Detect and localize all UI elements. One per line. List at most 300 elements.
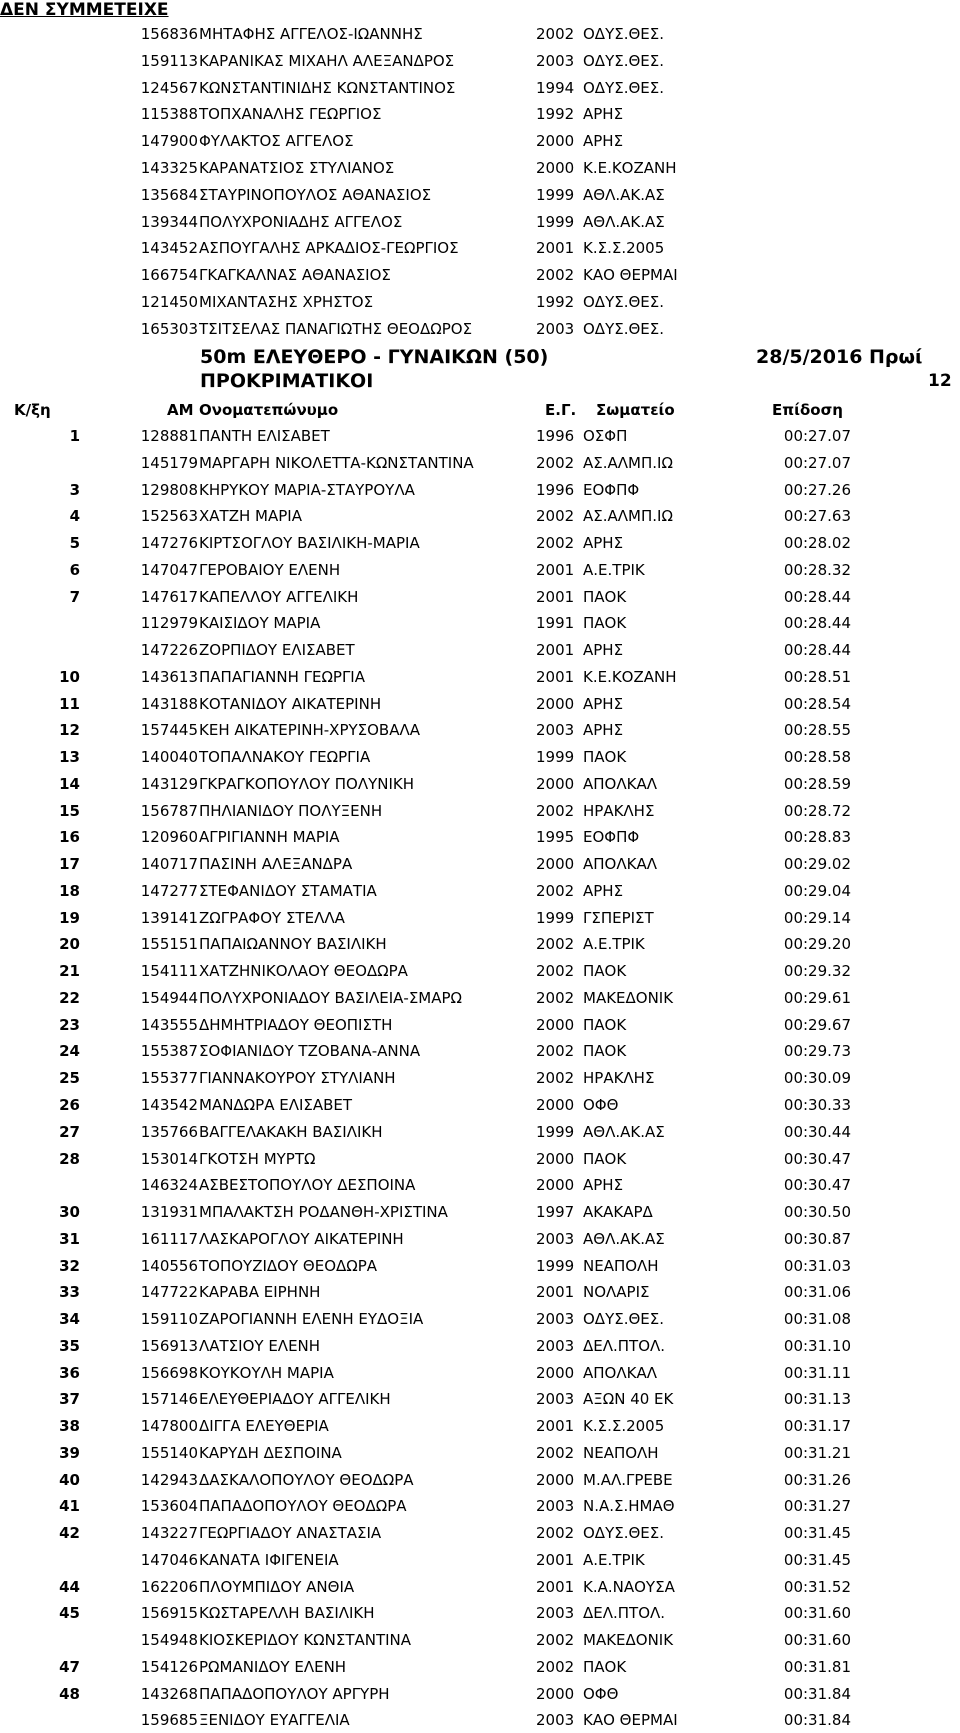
- athlete-name: ΚΕΗ ΑΙΚΑΤΕΡΙΝΗ-ΧΡΥΣΟΒΑΛΑ: [199, 721, 421, 740]
- club-name: ΠΑΟΚ: [583, 748, 627, 767]
- result-row: [0, 1520, 960, 1546]
- club-name: Α.Ε.ΤΡΙΚ: [583, 935, 645, 954]
- header-club: Σωματείο: [596, 401, 675, 419]
- club-name: Κ.Ε.ΚΟΖΑΝΗ: [583, 667, 677, 686]
- club-name: Κ.Α.ΝΑΟΥΣΑ: [583, 1577, 675, 1596]
- athlete-id: 131931: [140, 1203, 198, 1222]
- club-name: ΟΦΘ: [583, 1096, 619, 1114]
- club-name: ΝΟΛΑΡΙΣ: [583, 1283, 650, 1302]
- birth-year: 2000: [536, 1363, 575, 1382]
- header-time: Επίδοση: [772, 401, 843, 419]
- swim-time: 00:31.11: [783, 1363, 851, 1382]
- birth-year: 2001: [536, 560, 575, 579]
- birth-year: 2000: [536, 1096, 575, 1114]
- club-name: ΠΑΟΚ: [583, 614, 627, 633]
- result-row: [0, 1092, 960, 1118]
- rank: 5: [69, 534, 80, 553]
- birth-year: 1996: [536, 480, 575, 499]
- swim-time: 00:29.67: [783, 1015, 851, 1034]
- result-row: [0, 610, 960, 636]
- header-year: Ε.Γ.: [545, 401, 577, 419]
- birth-year: 1995: [536, 828, 575, 847]
- birth-year: 2001: [536, 1577, 575, 1596]
- rank: 6: [69, 560, 80, 579]
- swim-time: 00:27.07: [783, 427, 851, 445]
- athlete-name: ΔΙΓΓΑ ΕΛΕΥΘΕΡΙΑ: [199, 1417, 329, 1436]
- swim-time: 00:28.02: [783, 534, 851, 553]
- birth-year: 1994: [536, 78, 575, 97]
- club-name: ΠΑΟΚ: [583, 1657, 627, 1676]
- result-row: [0, 691, 960, 717]
- results-header: [0, 397, 960, 423]
- birth-year: 2002: [536, 1443, 575, 1462]
- rank: 3: [69, 480, 80, 499]
- swim-time: 00:31.45: [783, 1550, 851, 1569]
- club-name: ΑΘΛ.ΑΚ.ΑΣ: [583, 212, 665, 231]
- athlete-id: 162206: [140, 1577, 198, 1596]
- athlete-name: ΖΑΡΟΓΙΑΝΝΗ ΕΛΕΝΗ ΕΥΔΟΞΙΑ: [199, 1310, 424, 1329]
- birth-year: 2000: [536, 774, 575, 793]
- athlete-id: 121450: [140, 293, 198, 311]
- athlete-name: ΚΟΤΑΝΙΔΟΥ ΑΙΚΑΤΕΡΙΝΗ: [199, 694, 382, 713]
- athlete-name: ΠΑΣΙΝΗ ΑΛΕΞΑΝΔΡΑ: [199, 855, 353, 874]
- athlete-id: 135766: [140, 1122, 198, 1141]
- club-name: ΠΑΟΚ: [583, 1015, 627, 1034]
- birth-year: 2000: [536, 1149, 575, 1168]
- swim-time: 00:30.47: [783, 1176, 851, 1195]
- club-name: ΑΠΟΛΚΑΛ: [583, 855, 657, 874]
- athlete-name: ΠΗΛΙΑΝΙΔΟΥ ΠΟΛΥΞΕΝΗ: [199, 801, 383, 820]
- dns-row: [0, 128, 960, 154]
- result-row: [0, 1440, 960, 1466]
- swim-time: 00:31.06: [783, 1283, 851, 1302]
- result-row: [0, 1199, 960, 1225]
- result-row: [0, 1654, 960, 1680]
- swim-time: 00:28.44: [783, 587, 851, 606]
- result-row: [0, 878, 960, 904]
- athlete-name: ΚΑΝΑΤΑ ΙΦΙΓΕΝΕΙΑ: [199, 1550, 339, 1569]
- swim-time: 00:28.44: [783, 641, 851, 660]
- club-name: ΑΘΛ.ΑΚ.ΑΣ: [583, 1122, 665, 1141]
- athlete-name: ΠΟΛΥΧΡΟΝΙΑΔΟΥ ΒΑΣΙΛΕΙΑ-ΣΜΑΡΩ: [199, 988, 463, 1007]
- athlete-name: ΣΟΦΙΑΝΙΔΟΥ ΤΖΟΒΑΝΑ-ΑΝΝΑ: [199, 1042, 421, 1061]
- swim-time: 00:31.45: [783, 1524, 851, 1543]
- swim-time: 00:28.58: [783, 748, 851, 767]
- swim-time: 00:31.27: [783, 1497, 851, 1516]
- dns-row: [0, 101, 960, 127]
- dns-row: [0, 289, 960, 315]
- club-name: Α.Ε.ΤΡΙΚ: [583, 560, 645, 579]
- athlete-id: 147722: [140, 1283, 198, 1302]
- rank: 36: [59, 1363, 80, 1382]
- athlete-id: 143613: [140, 667, 198, 686]
- athlete-id: 140040: [140, 748, 198, 767]
- result-row: [0, 1493, 960, 1519]
- rank: 30: [59, 1203, 80, 1222]
- club-name: ΑΞΩΝ 40 ΕΚ: [583, 1390, 674, 1409]
- athlete-name: ΚΩΣΤΑΡΕΛΛΗ ΒΑΣΙΛΙΚΗ: [199, 1604, 375, 1623]
- rank: 39: [59, 1443, 80, 1462]
- athlete-name: ΠΑΠΑΔΟΠΟΥΛΟΥ ΑΡΓΥΡΗ: [199, 1684, 390, 1703]
- athlete-name: ΓΚΟΤΣΗ ΜΥΡΤΩ: [199, 1149, 316, 1168]
- rank: 41: [59, 1497, 80, 1516]
- rank: 32: [59, 1256, 80, 1275]
- result-row: [0, 1333, 960, 1359]
- result-row: [0, 958, 960, 984]
- club-name: ΗΡΑΚΛΗΣ: [583, 1069, 655, 1088]
- swim-time: 00:29.02: [783, 855, 851, 874]
- swim-time: 00:29.14: [783, 908, 851, 927]
- dns-row: [0, 155, 960, 181]
- swim-time: 00:29.73: [783, 1042, 851, 1061]
- rank: 28: [59, 1149, 80, 1168]
- athlete-name: ΚΩΝΣΤΑΝΤΙΝΙΔΗΣ ΚΩΝΣΤΑΝΤΙΝΟΣ: [199, 78, 456, 97]
- athlete-id: 120960: [140, 828, 198, 847]
- athlete-name: ΓΚΡΑΓΚΟΠΟΥΛΟΥ ΠΟΛΥΝΙΚΗ: [199, 774, 415, 793]
- club-name: ΟΔΥΣ.ΘΕΣ.: [583, 319, 665, 338]
- rank: 19: [59, 908, 80, 927]
- birth-year: 2002: [536, 962, 575, 981]
- club-name: Ν.Α.Σ.ΗΜΑΘ: [583, 1497, 675, 1516]
- club-name: ΟΦΘ: [583, 1684, 619, 1703]
- club-name: ΑΡΗΣ: [583, 881, 624, 900]
- birth-year: 2002: [536, 1631, 575, 1650]
- swim-time: 00:31.13: [783, 1390, 851, 1409]
- athlete-id: 159113: [140, 51, 198, 70]
- event-subtitle: ΠΡΟΚΡΙΜΑΤΙΚΟΙ: [200, 370, 374, 392]
- birth-year: 2003: [536, 1390, 575, 1409]
- athlete-id: 124567: [140, 78, 198, 97]
- athlete-name: ΠΑΝΤΗ ΕΛΙΣΑΒΕΤ: [199, 427, 330, 445]
- club-name: ΜΑΚΕΔΟΝΙΚ: [583, 1631, 674, 1650]
- rank: 27: [59, 1122, 80, 1141]
- result-row: [0, 530, 960, 556]
- result-row: [0, 503, 960, 529]
- club-name: ΗΡΑΚΛΗΣ: [583, 801, 655, 820]
- club-name: Α.Ε.ΤΡΙΚ: [583, 1550, 645, 1569]
- swim-time: 00:29.32: [783, 962, 851, 981]
- athlete-id: 143542: [140, 1096, 198, 1114]
- athlete-name: ΓΕΩΡΓΙΑΔΟΥ ΑΝΑΣΤΑΣΙΑ: [199, 1524, 382, 1543]
- birth-year: 2002: [536, 935, 575, 954]
- birth-year: 2000: [536, 1176, 575, 1195]
- club-name: ΑΡΗΣ: [583, 534, 624, 553]
- swim-time: 00:28.32: [783, 560, 851, 579]
- club-name: ΑΣ.ΑΛΜΠ.ΙΩ: [583, 453, 673, 472]
- athlete-name: ΒΑΓΓΕΛΑΚΑΚΗ ΒΑΣΙΛΙΚΗ: [199, 1122, 383, 1141]
- birth-year: 1999: [536, 1256, 575, 1275]
- result-row: [0, 717, 960, 743]
- rank: 45: [59, 1604, 80, 1623]
- birth-year: 2003: [536, 1336, 575, 1355]
- athlete-id: 142943: [140, 1470, 198, 1489]
- club-name: ΕΟΦΠΦ: [583, 480, 640, 499]
- dns-row: [0, 209, 960, 235]
- athlete-id: 143555: [140, 1015, 198, 1034]
- athlete-name: ΠΑΠΑΓΙΑΝΝΗ ΓΕΩΡΓΙΑ: [199, 667, 365, 686]
- birth-year: 1999: [536, 908, 575, 927]
- athlete-id: 155151: [140, 935, 198, 954]
- result-row: [0, 985, 960, 1011]
- result-row: [0, 1226, 960, 1252]
- athlete-name: ΚΑΙΣΙΔΟΥ ΜΑΡΙΑ: [199, 614, 321, 633]
- birth-year: 2002: [536, 801, 575, 820]
- rank: 22: [59, 988, 80, 1007]
- club-name: ΚΑΟ ΘΕΡΜΑΙ: [583, 266, 678, 285]
- club-name: ΑΚΑΚΑΡΔ: [583, 1203, 653, 1222]
- rank: 47: [59, 1657, 80, 1676]
- club-name: ΑΡΗΣ: [583, 1176, 624, 1195]
- athlete-name: ΧΑΤΖΗ ΜΑΡΙΑ: [199, 507, 302, 526]
- athlete-name: ΚΑΡΑΒΑ ΕΙΡΗΝΗ: [199, 1283, 321, 1302]
- rank: 44: [59, 1577, 80, 1596]
- swim-time: 00:31.60: [783, 1604, 851, 1623]
- result-row: [0, 1146, 960, 1172]
- rank: 38: [59, 1417, 80, 1436]
- athlete-id: 139344: [140, 212, 198, 231]
- birth-year: 2002: [536, 507, 575, 526]
- birth-year: 2002: [536, 881, 575, 900]
- rank: 1: [69, 427, 80, 445]
- result-row: [0, 1306, 960, 1332]
- birth-year: 1992: [536, 293, 575, 311]
- swim-time: 00:31.03: [783, 1256, 851, 1275]
- athlete-id: 143325: [140, 159, 198, 177]
- birth-year: 2002: [536, 1069, 575, 1088]
- birth-year: 2003: [536, 1497, 575, 1516]
- club-name: ΟΔΥΣ.ΘΕΣ.: [583, 1310, 665, 1329]
- athlete-name: ΑΣΠΟΥΓΑΛΗΣ ΑΡΚΑΔΙΟΣ-ΓΕΩΡΓΙΟΣ: [199, 239, 459, 258]
- rank: 18: [59, 881, 80, 900]
- club-name: ΟΣΦΠ: [583, 427, 628, 445]
- swim-time: 00:30.50: [783, 1203, 851, 1222]
- club-name: ΜΑΚΕΔΟΝΙΚ: [583, 988, 674, 1007]
- club-name: ΟΔΥΣ.ΘΕΣ.: [583, 293, 665, 311]
- athlete-id: 161117: [140, 1229, 198, 1248]
- rank: 15: [59, 801, 80, 820]
- athlete-name: ΚΙΟΣΚΕΡΙΔΟΥ ΚΩΝΣΤΑΝΤΙΝΑ: [199, 1631, 412, 1650]
- swim-time: 00:27.26: [783, 480, 851, 499]
- rank: 40: [59, 1470, 80, 1489]
- club-name: ΑΡΗΣ: [583, 694, 624, 713]
- result-row: [0, 1600, 960, 1626]
- rank: 24: [59, 1042, 80, 1061]
- result-row: [0, 1413, 960, 1439]
- birth-year: 1992: [536, 105, 575, 124]
- club-name: Κ.Ε.ΚΟΖΑΝΗ: [583, 159, 677, 177]
- club-name: ΑΣ.ΑΛΜΠ.ΙΩ: [583, 507, 673, 526]
- athlete-id: 147047: [140, 560, 198, 579]
- athlete-name: ΔΑΣΚΑΛΟΠΟΥΛΟΥ ΘΕΟΔΩΡΑ: [199, 1470, 414, 1489]
- athlete-id: 147277: [140, 881, 198, 900]
- rank: 42: [59, 1524, 80, 1543]
- athlete-id: 147226: [140, 641, 198, 660]
- swim-time: 00:31.26: [783, 1470, 851, 1489]
- club-name: ΟΔΥΣ.ΘΕΣ.: [583, 51, 665, 70]
- birth-year: 1999: [536, 185, 575, 204]
- rank: 31: [59, 1229, 80, 1248]
- rank: 48: [59, 1684, 80, 1703]
- swim-time: 00:28.44: [783, 614, 851, 633]
- swim-time: 00:31.84: [783, 1684, 851, 1703]
- result-row: [0, 1012, 960, 1038]
- athlete-name: ΖΟΡΠΙΔΟΥ ΕΛΙΣΑΒΕΤ: [199, 641, 355, 660]
- athlete-name: ΤΣΙΤΣΕΛΑΣ ΠΑΝΑΓΙΩΤΗΣ ΘΕΟΔΩΡΟΣ: [199, 319, 473, 338]
- athlete-id: 153604: [140, 1497, 198, 1516]
- athlete-id: 147800: [140, 1417, 198, 1436]
- athlete-id: 145179: [140, 453, 198, 472]
- athlete-id: 143268: [140, 1684, 198, 1703]
- athlete-id: 128881: [140, 427, 198, 445]
- athlete-id: 143452: [140, 239, 198, 258]
- result-row: [0, 1038, 960, 1064]
- result-row: [0, 905, 960, 931]
- rank: 12: [59, 721, 80, 740]
- athlete-id: 147617: [140, 587, 198, 606]
- athlete-name: ΕΛΕΥΘΕΡΙΑΔΟΥ ΑΓΓΕΛΙΚΗ: [199, 1390, 391, 1409]
- result-row: [0, 824, 960, 850]
- rank: 33: [59, 1283, 80, 1302]
- birth-year: 2002: [536, 1524, 575, 1543]
- athlete-id: 153014: [140, 1149, 198, 1168]
- athlete-name: ΓΕΡΟΒΑΙΟΥ ΕΛΕΝΗ: [199, 560, 341, 579]
- athlete-name: ΚΑΡΥΔΗ ΔΕΣΠΟΙΝΑ: [199, 1443, 342, 1462]
- birth-year: 2002: [536, 25, 575, 43]
- athlete-id: 156698: [140, 1363, 198, 1382]
- swim-time: 00:31.10: [783, 1336, 851, 1355]
- athlete-id: 152563: [140, 507, 198, 526]
- athlete-id: 165303: [140, 319, 198, 338]
- rank: 7: [69, 587, 80, 606]
- athlete-id: 143227: [140, 1524, 198, 1543]
- athlete-id: 143188: [140, 694, 198, 713]
- birth-year: 2000: [536, 159, 575, 177]
- result-row: [0, 450, 960, 476]
- athlete-id: 140556: [140, 1256, 198, 1275]
- athlete-id: 155140: [140, 1443, 198, 1462]
- athlete-name: ΠΛΟΥΜΠΙΔΟΥ ΑΝΘΙΑ: [199, 1577, 355, 1596]
- swim-time: 00:31.21: [783, 1443, 851, 1462]
- birth-year: 1999: [536, 212, 575, 231]
- athlete-name: ΜΑΡΓΑΡΗ ΝΙΚΟΛΕΤΤΑ-ΚΩΝΣΤΑΝΤΙΝΑ: [199, 453, 474, 472]
- athlete-name: ΠΑΠΑΔΟΠΟΥΛΟΥ ΘΕΟΔΩΡΑ: [199, 1497, 407, 1516]
- swim-time: 00:28.54: [783, 694, 851, 713]
- result-row: [0, 771, 960, 797]
- result-row: [0, 1707, 960, 1733]
- birth-year: 2001: [536, 1283, 575, 1302]
- birth-year: 2002: [536, 1042, 575, 1061]
- event-title: 50m ΕΛΕΥΘΕΡΟ - ΓΥΝΑΙΚΩΝ (50): [200, 346, 549, 368]
- athlete-name: ΛΑΣΚΑΡΟΓΛΟΥ ΑΙΚΑΤΕΡΙΝΗ: [199, 1229, 404, 1248]
- athlete-id: 115388: [140, 105, 198, 124]
- athlete-id: 143129: [140, 774, 198, 793]
- result-row: [0, 477, 960, 503]
- swim-time: 00:30.87: [783, 1229, 851, 1248]
- rank: 4: [69, 507, 80, 526]
- athlete-id: 147900: [140, 132, 198, 151]
- rank: 17: [59, 855, 80, 874]
- birth-year: 2003: [536, 721, 575, 740]
- birth-year: 1999: [536, 748, 575, 767]
- rank: 21: [59, 962, 80, 981]
- athlete-name: ΚΑΠΕΛΛΟΥ ΑΓΓΕΛΙΚΗ: [199, 587, 359, 606]
- rank: 26: [59, 1096, 80, 1114]
- result-row: [0, 1253, 960, 1279]
- birth-year: 2003: [536, 51, 575, 70]
- dns-row: [0, 235, 960, 261]
- birth-year: 1999: [536, 1122, 575, 1141]
- athlete-name: ΓΙΑΝΝΑΚΟΥΡΟΥ ΣΤΥΛΙΑΝΗ: [199, 1069, 396, 1088]
- rank: 11: [59, 694, 80, 713]
- section-title: ΔΕΝ ΣΥΜΜΕΤΕΙΧΕ: [0, 0, 169, 20]
- rank: 37: [59, 1390, 80, 1409]
- athlete-name: ΤΟΠΟΥΖΙΔΟΥ ΘΕΟΔΩΡΑ: [199, 1256, 378, 1275]
- birth-year: 2002: [536, 453, 575, 472]
- athlete-name: ΠΑΠΑΙΩΑΝΝΟΥ ΒΑΣΙΛΙΚΗ: [199, 935, 387, 954]
- club-name: ΝΕΑΠΟΛΗ: [583, 1443, 659, 1462]
- athlete-name: ΚΙΡΤΣΟΓΛΟΥ ΒΑΣΙΛΙΚΗ-ΜΑΡΙΑ: [199, 534, 420, 553]
- event-number: 12: [928, 371, 952, 391]
- birth-year: 2003: [536, 1310, 575, 1329]
- swim-time: 00:31.60: [783, 1631, 851, 1650]
- athlete-name: ΓΚΑΓΚΑΛΝΑΣ ΑΘΑΝΑΣΙΟΣ: [199, 266, 391, 285]
- athlete-id: 154126: [140, 1657, 198, 1676]
- athlete-id: 157445: [140, 721, 198, 740]
- rank: 16: [59, 828, 80, 847]
- club-name: ΑΡΗΣ: [583, 721, 624, 740]
- birth-year: 2002: [536, 1657, 575, 1676]
- athlete-id: 156787: [140, 801, 198, 820]
- athlete-name: ΤΟΠΧΑΝΑΛΗΣ ΓΕΩΡΓΙΟΣ: [199, 105, 382, 124]
- rank: 20: [59, 935, 80, 954]
- swim-time: 00:28.51: [783, 667, 851, 686]
- athlete-name: ΣΤΕΦΑΝΙΔΟΥ ΣΤΑΜΑΤΙΑ: [199, 881, 377, 900]
- athlete-name: ΚΗΡΥΚΟΥ ΜΑΡΙΑ-ΣΤΑΥΡΟΥΛΑ: [199, 480, 415, 499]
- result-row: [0, 1386, 960, 1412]
- result-row: [0, 1065, 960, 1091]
- birth-year: 2001: [536, 239, 575, 258]
- birth-year: 2001: [536, 1417, 575, 1436]
- club-name: ΑΡΗΣ: [583, 132, 624, 151]
- birth-year: 2003: [536, 1711, 575, 1730]
- athlete-id: 147276: [140, 534, 198, 553]
- result-row: [0, 931, 960, 957]
- birth-year: 2003: [536, 1229, 575, 1248]
- dns-row: [0, 316, 960, 342]
- birth-year: 1991: [536, 614, 575, 633]
- club-name: ΓΣΠΕΡΙΣΤ: [583, 908, 654, 927]
- rank: 25: [59, 1069, 80, 1088]
- club-name: ΕΟΦΠΦ: [583, 828, 640, 847]
- birth-year: 2000: [536, 1015, 575, 1034]
- athlete-id: 147046: [140, 1550, 198, 1569]
- athlete-name: ΖΩΓΡΑΦΟΥ ΣΤΕΛΛΑ: [199, 908, 345, 927]
- header-name: Ονοματεπώνυμο: [199, 401, 339, 419]
- club-name: ΠΑΟΚ: [583, 1149, 627, 1168]
- athlete-name: ΚΑΡΑΝΙΚΑΣ ΜΙΧΑΗΛ ΑΛΕΞΑΝΔΡΟΣ: [199, 51, 455, 70]
- result-row: [0, 1627, 960, 1653]
- athlete-id: 166754: [140, 266, 198, 285]
- result-row: [0, 664, 960, 690]
- athlete-name: ΜΗΤΑΦΗΣ ΑΓΓΕΛΟΣ-ΙΩΑΝΝΗΣ: [199, 25, 423, 43]
- birth-year: 2001: [536, 667, 575, 686]
- club-name: ΑΠΟΛΚΑΛ: [583, 774, 657, 793]
- header-rank: Κ/ξη: [14, 401, 51, 419]
- swim-time: 00:30.09: [783, 1069, 851, 1088]
- athlete-name: ΑΓΡΙΓΙΑΝΝΗ ΜΑΡΙΑ: [199, 828, 340, 847]
- athlete-name: ΞΕΝΙΔΟΥ ΕΥΑΓΓΕΛΙΑ: [199, 1711, 350, 1730]
- birth-year: 2001: [536, 587, 575, 606]
